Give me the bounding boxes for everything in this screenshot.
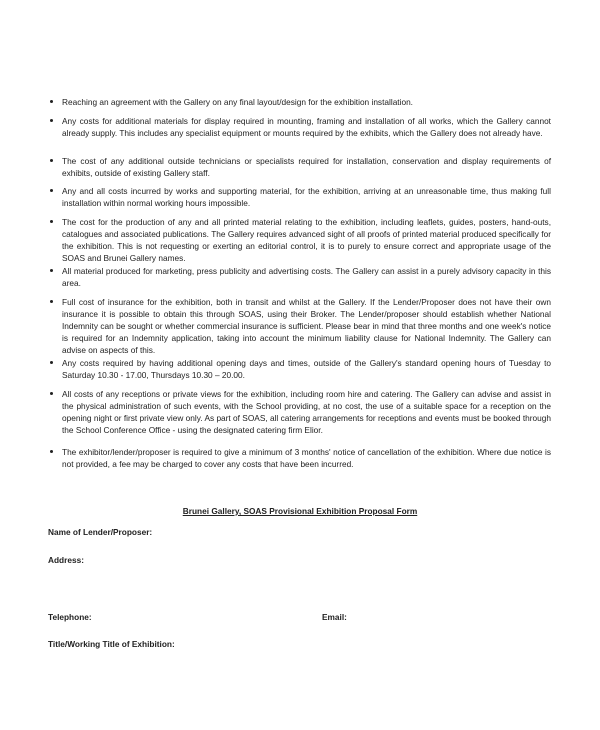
bullet-icon — [50, 220, 53, 223]
form-title: Brunei Gallery, SOAS Provisional Exhibition Proposal Form — [182, 506, 418, 516]
list-item — [62, 185, 551, 209]
list-item-text: Any costs required by having additional opening days and times, outside of the Gallery's standard opening hours of Tuesday to Saturday 10.30 - 17.00, Thursdays 10.30 – 20.00. — [62, 358, 551, 380]
name-label: Name of Lender/Proposer: — [48, 527, 153, 537]
list-item-text: Any costs for additional materials for display required in mounting, framing and installation of all works, which the Gallery cannot already supply. This includes any specialist equipment or mounts required by the exhibits, which the Gallery does not already have. — [62, 116, 551, 138]
list-item — [62, 96, 551, 108]
bullet-icon — [50, 119, 53, 122]
list-item-text: The cost of any additional outside technicians or specialists required for installation, conservation and display requirements of exhibits, outside of existing Gallery staff. — [62, 156, 551, 178]
list-item-text: Reaching an agreement with the Gallery on any final layout/design for the exhibition installation. — [62, 97, 413, 107]
list-item — [62, 216, 551, 264]
list-item — [62, 115, 551, 139]
bullet-icon — [50, 361, 53, 364]
bullet-icon — [50, 269, 53, 272]
exhibition-title-label: Title/Working Title of Exhibition: — [48, 639, 175, 649]
list-item — [62, 155, 551, 179]
list-item-text: The cost for the production of any and all printed material relating to the exhibition, including leaflets, guides, posters, hand-outs, catalogues and associated publications. The Gallery requires advanced sight of all proofs of printed material produced specifically for the exhibition. This is not requesting or exerting an editorial control, it is to purely to ensure correct and appropriate usage of the SOAS and Brunei Gallery names. — [62, 217, 551, 263]
list-item-text: The exhibitor/lender/proposer is required to give a minimum of 3 months' notice of cancellation of the exhibition. Where due notice is not provided, a fee may be charged to cover any costs that have been incurred. — [62, 447, 551, 469]
bullet-icon — [50, 450, 53, 453]
bullet-icon — [50, 300, 53, 303]
address-label: Address: — [48, 555, 84, 565]
bullet-icon — [50, 100, 53, 103]
list-item — [62, 446, 551, 470]
list-item-text: All material produced for marketing, press publicity and advertising costs. The Gallery can assist in a purely advisory capacity in this area. — [62, 266, 551, 288]
list-item — [62, 296, 551, 356]
bullet-icon — [50, 159, 53, 162]
bullet-icon — [50, 392, 53, 395]
list-item — [62, 265, 551, 289]
list-item — [62, 357, 551, 381]
bullet-icon — [50, 189, 53, 192]
list-item-text: Full cost of insurance for the exhibition, both in transit and whilst at the Gallery. If the Lender/Proposer does not have their own insurance it is possible to obtain this through SOAS, using their Broker. The Lender/proposer should establish whether National Indemnity can be sought or whether commercial insurance is sufficient. Please bear in mind that three months and one week's notice is required for an Indemnity application, taking into account the minimum liability clause for National Indemnity. The Gallery can advise on aspects of this. — [62, 297, 551, 355]
list-item-text: Any and all costs incurred by works and supporting material, for the exhibition, arriving at an unreasonable time, thus making full installation within normal working hours impossible. — [62, 186, 551, 208]
telephone-label: Telephone: — [48, 612, 92, 622]
list-item-text: All costs of any receptions or private views for the exhibition, including room hire and catering. The Gallery can advise and assist in the physical administration of such events, with the School providing, at no cost, the use of a suitable space for a reception on the opening night or first private view only. As part of SOAS, all catering arrangements for receptions and events must be booked through the School Conference Office - using the designated catering firm Elior. — [62, 389, 551, 435]
email-label: Email: — [322, 612, 347, 622]
list-item — [62, 388, 551, 436]
